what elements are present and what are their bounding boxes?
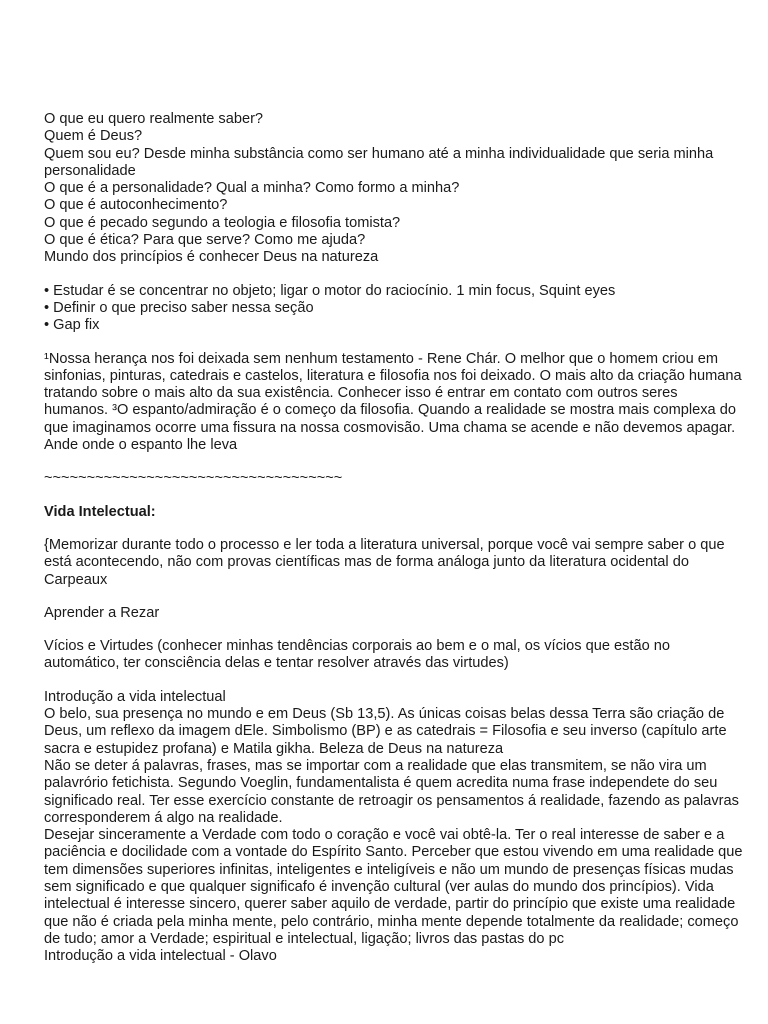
question-line: O que é pecado segundo a teologia e filosofia tomista?: [44, 214, 401, 231]
question-line: Quem é Deus?: [44, 128, 143, 145]
memorize-paragraph: {Memorizar durante todo o processo e ler toda a literatura universal, porque você vai sempre saber o que está acontecendo, não com provas científicas mas de forma análoga junto da literatura ocidental do Carpeaux: [44, 536, 729, 588]
question-line: O que é ética? Para que serve? Como me ajuda?: [44, 232, 366, 249]
divider-block: [44, 470, 744, 487]
intro-block: [44, 688, 747, 966]
section-heading: Vida Intelectual:: [44, 503, 156, 520]
heading-block: [44, 504, 744, 521]
intro-line: Desejar sinceramente a Verdade com todo o coração e você vai obtê-la. Ter o real interesse de saber e a paciência e docilidade com a vontade do Espírito Santo. Perceber que estou vivendo em uma realidade que tem dimensões superiores infinitas, inteligentes e inteligíveis e não um mundo de presenças físicas mudas sem significado e que qualquer significafo é invenção cultural (ver aulas do mundo dos princípios). Vida intelectual é interesse sincero, querer saber aquilo de verdade, partir do princípio que existe uma realidade que não é criada pela minha mente, pelo contrário, minha mente depende totalmente da realidade; começo de tudo; amor a Verdade; espiritual e intelectual, ligação; livros das pastas do pc: [44, 827, 747, 947]
pray-paragraph: Aprender a Rezar: [44, 604, 160, 621]
vices-paragraph: Vícios e Virtudes (conhecer minhas tendências corporais ao bem e o mal, os vícios que estão no automático, ter consciência delas e tentar resolver através das virtudes): [44, 638, 675, 672]
intro-line: Introdução a vida intelectual - Olavo: [44, 948, 277, 965]
heritage-paragraph: ¹Nossa herança nos foi deixada sem nenhum testamento - Rene Chár. O melhor que o homem criou em sinfonias, pinturas, catedrais e castelos, literatura e filosofia nos foi deixado. O mais alto da criação humana tratando sobre o mais alto da sua existência. Conhecer isso é entrar em contato com outros seres humanos. ³O espanto/admiração é o começo da filosofia. Quando a realidade se mostra mais complexa do que imaginamos ocorre uma fissura na nossa cosmovisão. Uma chama se acende e não devemos apagar. Ande onde o espanto lhe leva: [44, 350, 746, 454]
question-line: Mundo dos princípios é conhecer Deus na natureza: [44, 249, 379, 266]
heritage-paragraph-block: [44, 351, 744, 455]
intro-line: Não se deter á palavras, frases, mas se importar com a realidade que elas transmitem, se não vira um palavrório fetichista. Segundo Voeglin, fundamentalista é quem acredita numa frase independete do seu significado real. Ter esse exercício constante de retroagir os pensamentos á realidade, fazendo as palavras corresponderem á algo na realidade.: [44, 757, 744, 826]
question-line: O que é autoconhecimento?: [44, 197, 228, 214]
question-line: Quem sou eu? Desde minha substância como ser humano até a minha individualidade que seria minha personalidade: [44, 145, 718, 179]
pray-paragraph-block: [44, 605, 744, 622]
tilde-divider: ~~~~~~~~~~~~~~~~~~~~~~~~~~~~~~~~~~~: [44, 470, 343, 487]
intro-line: Introdução a vida intelectual: [44, 688, 226, 705]
memorize-paragraph-block: [44, 537, 744, 589]
vices-paragraph-block: [44, 638, 744, 673]
question-line: O que é a personalidade? Qual a minha? Como formo a minha?: [44, 180, 460, 197]
bullet-item: • Definir o que preciso saber nessa seção: [44, 299, 314, 316]
bullet-item: • Gap fix: [44, 317, 100, 334]
bullet-item: • Estudar é se concentrar no objeto; ligar o motor do raciocínio. 1 min focus, Squint eyes: [44, 282, 616, 299]
intro-line: O belo, sua presença no mundo e em Deus (Sb 13,5). As únicas coisas belas dessa Terra são criação de Deus, um reflexo da imagem dEle. Simbolismo (BP) e as catedrais = Filosofia e seu inverso (capítulo arte sacra e estupidez profana) e Matila gikha. Beleza de Deus na natureza: [44, 706, 731, 757]
bullet-list: [44, 283, 744, 335]
document-page: [44, 111, 747, 981]
question-line: O que eu quero realmente saber?: [44, 111, 264, 127]
questions-block: [44, 111, 744, 267]
